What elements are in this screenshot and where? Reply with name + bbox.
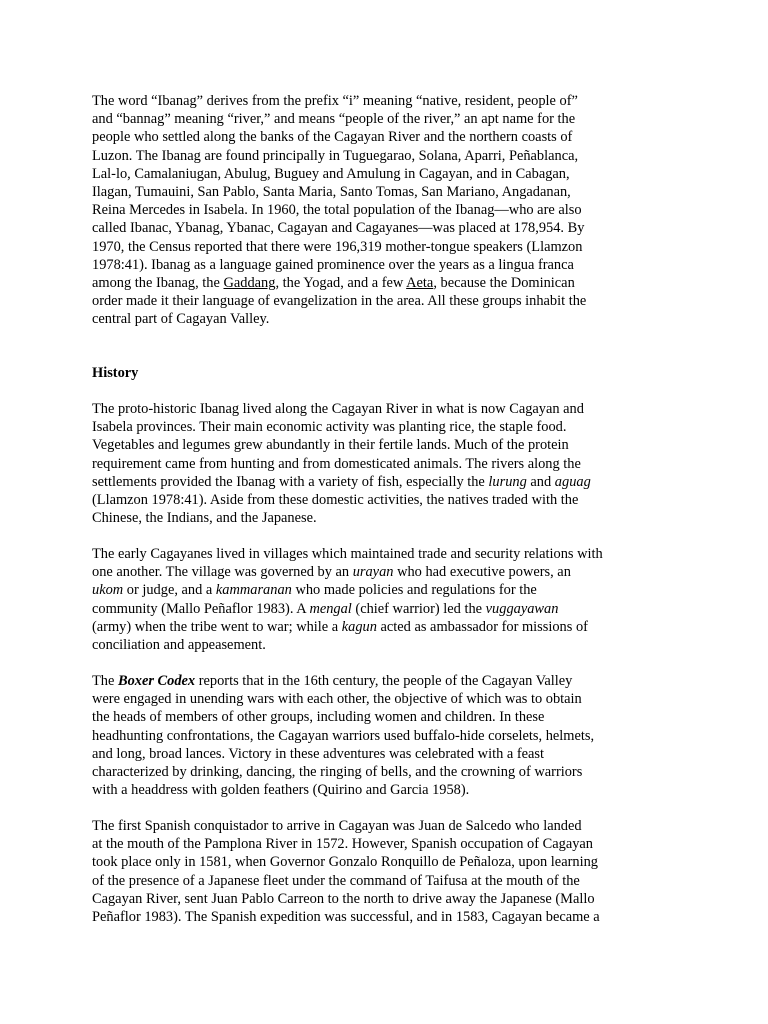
hyperlink-text[interactable]: Gaddang — [223, 274, 276, 291]
text-run: one another. The village was governed by an — [92, 564, 353, 581]
text-line — [92, 563, 652, 581]
italic-term: lurung — [488, 473, 527, 490]
text-line — [92, 872, 652, 890]
history-paragraph-2 — [92, 545, 652, 654]
history-paragraph-1 — [92, 400, 652, 527]
text-run: Chinese, the Indians, and the Japanese. — [92, 510, 317, 527]
text-run: The proto-historic Ibanag lived along the Cagayan River in what is now Cagayan and — [92, 401, 584, 417]
text-run: Isabela provinces. Their main economic activity was planting rice, the staple food. — [92, 419, 567, 436]
text-run: The word “Ibanag” derives from the prefix “i” meaning “native, resident, people of” — [92, 93, 578, 109]
text-line — [92, 636, 652, 654]
text-run: , because the Dominican — [433, 274, 575, 291]
italic-term: kagun — [341, 618, 377, 635]
text-run: Lal-lo, Camalaniugan, Abulug, Buguey and Amulung in Cagayan, and in Cabagan, — [92, 165, 570, 182]
text-line — [92, 581, 652, 599]
text-run: The — [92, 673, 118, 689]
text-run: or judge, and a — [123, 582, 216, 599]
text-line — [92, 165, 652, 183]
text-run: acted as ambassador for missions of — [376, 618, 588, 635]
text-line — [92, 147, 652, 165]
text-line — [92, 436, 652, 454]
text-run: with a headdress with golden feathers (Quirino and Garcia 1958). — [92, 782, 470, 799]
text-line — [92, 908, 652, 926]
text-run: were engaged in unending wars with each other, the objective of which was to obtain — [92, 691, 582, 708]
text-line — [92, 400, 652, 418]
text-line — [92, 763, 652, 781]
text-run: called Ibanac, Ybanag, Ybanac, Cagayan and Cagayanes—was placed at 178,954. By — [92, 220, 585, 237]
text-run: and — [526, 473, 555, 490]
text-run: Ilagan, Tumauini, San Pablo, Santa Maria, Santo Tomas, San Mariano, Angadanan, — [92, 183, 571, 200]
text-run: Vegetables and legumes grew abundantly in their fertile lands. Much of the protein — [92, 437, 569, 454]
text-line — [92, 491, 652, 509]
text-run: Luzon. The Ibanag are found principally in Tuguegarao, Solana, Aparri, Peñablanca, — [92, 147, 579, 164]
text-run: Peñaflor 1983). The Spanish expedition was successful, and in 1583, Cagayan became a — [92, 908, 600, 925]
text-line — [92, 238, 652, 256]
italic-term: ukom — [92, 582, 124, 599]
text-run: requirement came from hunting and from domesticated animals. The rivers along the — [92, 455, 581, 472]
text-run: , the Yogad, and a few — [275, 274, 407, 291]
text-line — [92, 509, 652, 527]
text-line — [92, 781, 652, 799]
italic-term: urayan — [352, 564, 394, 581]
text-run: conciliation and appeasement. — [92, 636, 266, 653]
text-run: order made it their language of evangelization in the area. All these groups inhabit the — [92, 293, 587, 310]
text-line — [92, 672, 652, 690]
italic-term: kammaranan — [215, 582, 292, 599]
text-run: reports that in the 16th century, the people of the Cagayan Valley — [195, 673, 573, 689]
italic-term: vuggayawan — [485, 600, 559, 617]
text-run: and long, broad lances. Victory in these adventures was celebrated with a feast — [92, 745, 545, 762]
text-run: people who settled along the banks of the Cagayan River and the northern coasts of — [92, 129, 573, 146]
text-line — [92, 418, 652, 436]
text-run: (chief warrior) led the — [351, 600, 486, 617]
text-run: Cagayan River, sent Juan Pablo Carreon to the north to drive away the Japanese (Mallo — [92, 890, 595, 907]
text-line — [92, 745, 652, 763]
text-run: of the presence of a Japanese fleet under the command of Taifusa at the mouth of the — [92, 872, 580, 889]
text-run: took place only in 1581, when Governor Gonzalo Ronquillo de Peñaloza, upon learning — [92, 854, 598, 871]
intro-paragraph — [92, 92, 652, 328]
text-line — [92, 256, 652, 274]
history-paragraph-4 — [92, 817, 652, 926]
text-run: 1970, the Census reported that there were 196,319 mother-tongue speakers (Llamzon — [92, 238, 583, 255]
text-run: (army) when the tribe went to war; while a — [92, 618, 342, 635]
text-run: 1978:41). Ibanag as a language gained prominence over the years as a lingua franca — [92, 256, 574, 273]
text-line — [92, 835, 652, 853]
text-run: who had executive powers, an — [393, 564, 571, 581]
book-title: Boxer Codex — [117, 673, 196, 689]
text-line — [92, 455, 652, 473]
text-line — [92, 473, 652, 491]
text-line — [92, 817, 652, 835]
text-run: the heads of members of other groups, including women and children. In these — [92, 709, 545, 726]
text-run: Reina Mercedes in Isabela. In 1960, the total population of the Ibanag—who are also — [92, 202, 582, 219]
text-run: at the mouth of the Pamplona River in 1572. However, Spanish occupation of Cagayan — [92, 836, 593, 853]
text-line — [92, 219, 652, 237]
text-line — [92, 92, 652, 110]
text-line — [92, 128, 652, 146]
text-line — [92, 545, 652, 563]
italic-term: mengal — [309, 600, 352, 617]
italic-term: aguag — [554, 473, 591, 490]
text-line — [92, 292, 652, 310]
text-run: central part of Cagayan Valley. — [92, 311, 270, 328]
text-run: headhunting confrontations, the Cagayan warriors used buffalo-hide corselets, helmets, — [92, 727, 595, 744]
hyperlink-text[interactable]: Aeta — [406, 274, 434, 291]
text-line — [92, 890, 652, 908]
text-line — [92, 183, 652, 201]
text-run: and “bannag” meaning “river,” and means “people of the river,” an apt name for the — [92, 111, 576, 128]
text-line — [92, 853, 652, 871]
text-run: settlements provided the Ibanag with a variety of fish, especially the — [92, 473, 489, 490]
text-line — [92, 274, 652, 292]
text-line — [92, 600, 652, 618]
text-line — [92, 618, 652, 636]
text-line — [92, 201, 652, 219]
history-heading: History — [92, 365, 139, 381]
text-run: The early Cagayanes lived in villages which maintained trade and security relations with — [92, 546, 603, 562]
text-run: characterized by drinking, dancing, the ringing of bells, and the crowning of warriors — [92, 763, 583, 780]
text-run: (Llamzon 1978:41). Aside from these domestic activities, the natives traded with the — [92, 491, 579, 508]
text-run: among the Ibanag, the — [92, 274, 224, 291]
text-line — [92, 690, 652, 708]
text-run: community (Mallo Peñaflor 1983). A — [92, 600, 310, 617]
text-line — [92, 727, 652, 745]
text-line — [92, 110, 652, 128]
text-line — [92, 310, 652, 328]
text-run: who made policies and regulations for the — [291, 582, 537, 599]
text-run: The first Spanish conquistador to arrive in Cagayan was Juan de Salcedo who landed — [92, 818, 582, 834]
history-paragraph-3 — [92, 672, 652, 799]
text-line — [92, 708, 652, 726]
